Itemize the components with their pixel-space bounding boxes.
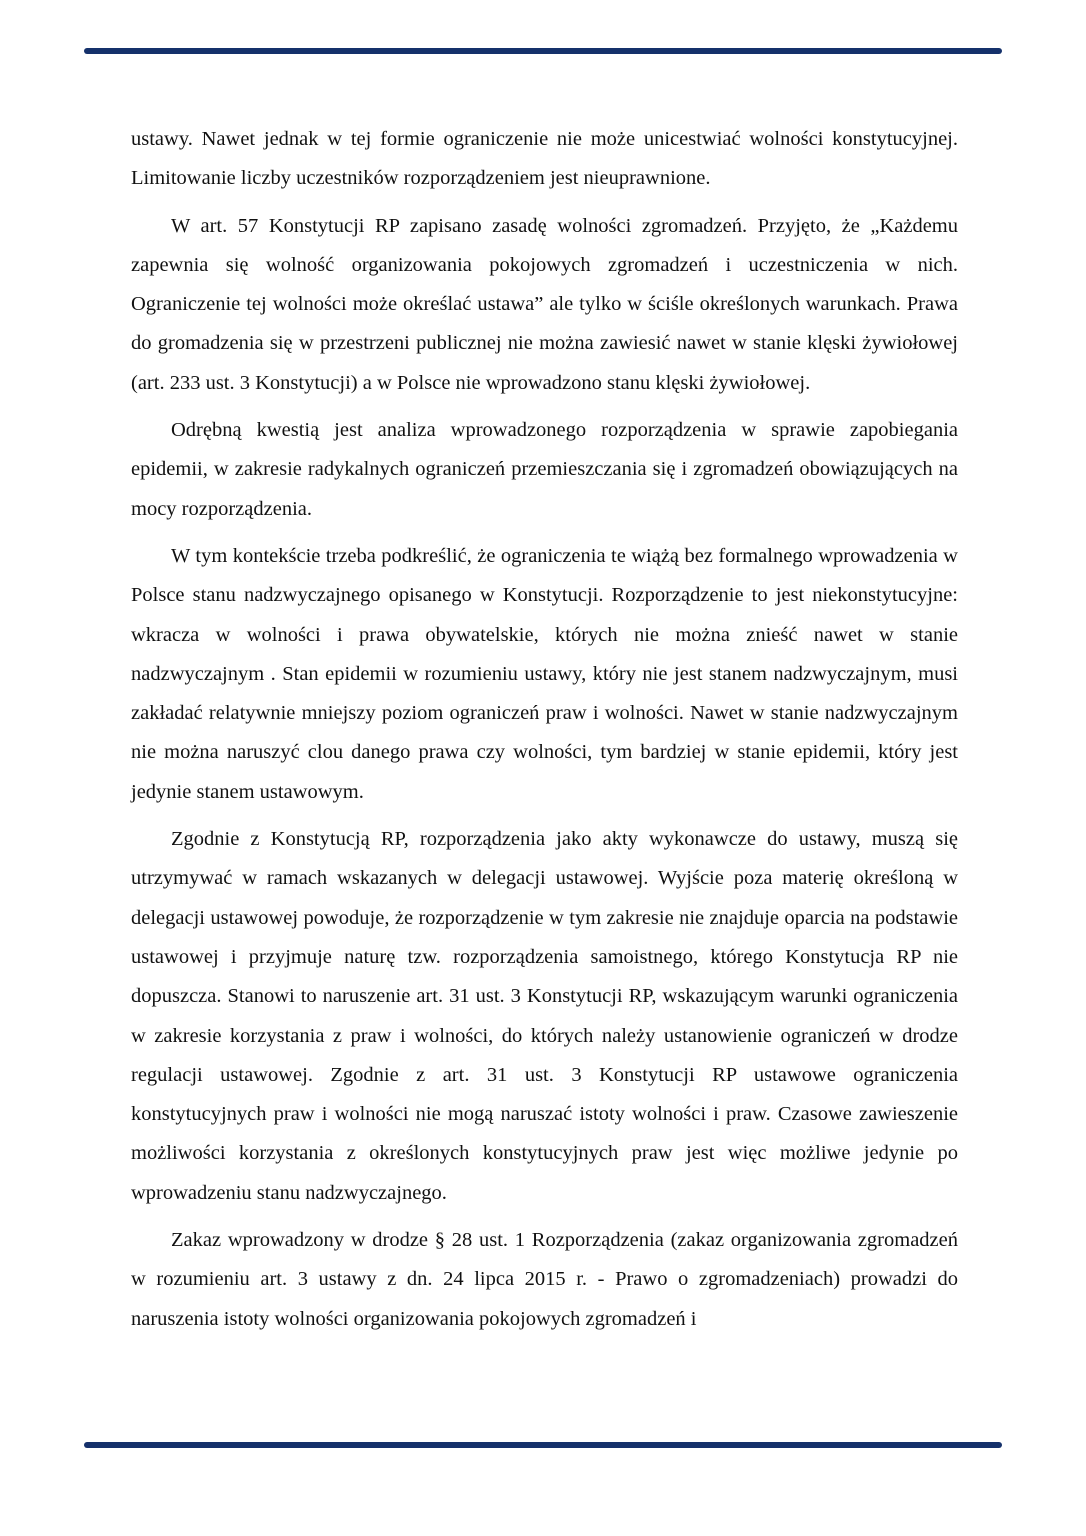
header-rule — [84, 48, 1002, 54]
paragraph-continuation: ustawy. Nawet jednak w tej formie ograniczenie nie może unicestwiać wolności konstytucyjnej. Limitowanie liczby uczestników rozporządzeniem jest nieuprawnione. — [131, 128, 958, 190]
paragraph-unconstitutional: W tym kontekście trzeba podkreślić, że ograniczenia te wiążą bez formalnego wprowadzenia w Polsce stanu nadzwyczajnego opisanego w Konstytucji. Rozporządzenie to jest niekonstytucyjne: wkracza w wolności i prawa obywatelskie, których nie można znieść nawet w stanie nadzwyczajnym . Stan epidemii w rozumieniu ustawy, który nie jest stanem nadzwyczajnym, musi zakładać relatywnie mniejszy poziom ograniczeń praw i wolności. Nawet w stanie nadzwyczajnym nie można naruszyć clou danego prawa czy wolności, tym bardziej w stanie epidemii, który jest jedynie stanem ustawowym. — [131, 544, 958, 803]
document-body — [131, 120, 958, 1347]
paragraph-art-57: W art. 57 Konstytucji RP zapisano zasadę wolności zgromadzeń. Przyjęto, że „Każdemu zapewnia się wolność organizowania pokojowych zgromadzeń i uczestniczenia w nich. Ograniczenie tej wolności może określać ustawa” ale tylko w ściśle określonych warunkach. Prawa do gromadzenia się w przestrzeni publicznej nie można zawiesić nawet w stanie klęski żywiołowej (art. 233 ust. 3 Konstytucji) a w Polsce nie wprowadzono stanu klęski żywiołowej. — [131, 214, 958, 394]
paragraph-ban-section-28: Zakaz wprowadzony w drodze § 28 ust. 1 Rozporządzenia (zakaz organizowania zgromadzeń w rozumieniu art. 3 ustawy z dn. 24 lipca 2015 r. - Prawo o zgromadzeniach) prowadzi do naruszenia istoty wolności organizowania pokojowych zgromadzeń i — [131, 1229, 958, 1330]
paragraph-constitution-art-31: Zgodnie z Konstytucją RP, rozporządzenia jako akty wykonawcze do ustawy, muszą się utrzymywać w ramach wskazanych w delegacji ustawowej. Wyjście poza materię określoną w delegacji ustawowej powoduje, że rozporządzenie w tym zakresie nie znajduje oparcia na podstawie ustawowej i przyjmuje naturę tzw. rozporządzenia samoistnego, którego Konstytucja RP nie dopuszcza. Stanowi to naruszenie art. 31 ust. 3 Konstytucji RP, wskazującym warunki ograniczenia w zakresie korzystania z praw i wolności, do których należy ustanowienie ograniczeń w drodze regulacji ustawowej. Zgodnie z art. 31 ust. 3 Konstytucji RP ustawowe ograniczenia konstytucyjnych praw i wolności nie mogą naruszać istoty wolności i praw. Czasowe zawieszenie możliwości korzystania z określonych konstytucyjnych praw jest więc możliwe jedynie po wprowadzeniu stanu nadzwyczajnego. — [131, 828, 958, 1204]
paragraph-epidemic-regulation: Odrębną kwestią jest analiza wprowadzonego rozporządzenia w sprawie zapobiegania epidemii, w zakresie radykalnych ograniczeń przemieszczania się i zgromadzeń obowiązujących na mocy rozporządzenia. — [131, 419, 958, 520]
footer-rule — [84, 1442, 1002, 1448]
